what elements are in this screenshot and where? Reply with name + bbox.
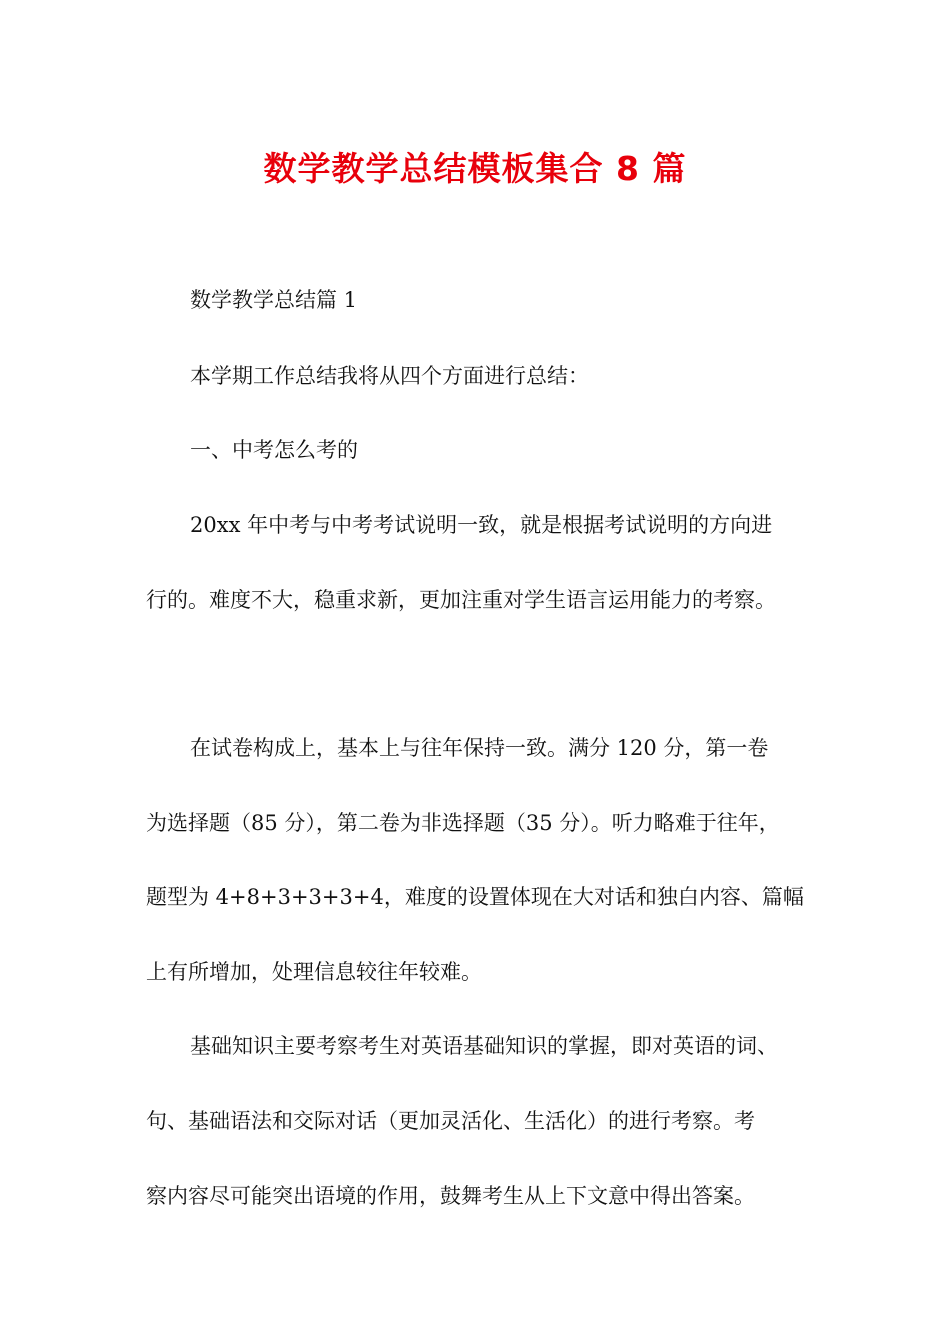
paragraph-line: 为选择题（85 分），第二卷为非选择题（35 分）。听力略难于往年， [146, 811, 780, 835]
paragraph-line: 察内容尽可能突出语境的作用，鼓舞考生从上下文意中得出答案。 [146, 1184, 755, 1208]
paragraph-line: 20xx 年中考与中考考试说明一致，就是根据考试说明的方向进 [190, 513, 773, 537]
document-title: 数学教学总结模板集合 8 篇 [263, 149, 687, 188]
section-heading: 数学教学总结篇 1 [190, 288, 358, 312]
paragraph-line: 句、基础语法和交际对话（更加灵活化、生活化）的进行考察。考 [146, 1109, 755, 1133]
subsection-heading: 一、中考怎么考的 [190, 438, 358, 462]
paragraph-line: 上有所增加，处理信息较往年较难。 [146, 960, 482, 984]
paragraph-line: 基础知识主要考察考生对英语基础知识的掌握，即对英语的词、 [190, 1034, 778, 1058]
paragraph-line: 行的。难度不大，稳重求新，更加注重对学生语言运用能力的考察。 [146, 588, 776, 612]
paragraph-line: 本学期工作总结我将从四个方面进行总结： [190, 364, 589, 388]
paragraph-line: 在试卷构成上，基本上与往年保持一致。满分 120 分，第一卷 [190, 736, 769, 760]
paragraph-line: 题型为 4+8+3+3+3+4，难度的设置体现在大对话和独白内容、篇幅 [146, 885, 804, 909]
